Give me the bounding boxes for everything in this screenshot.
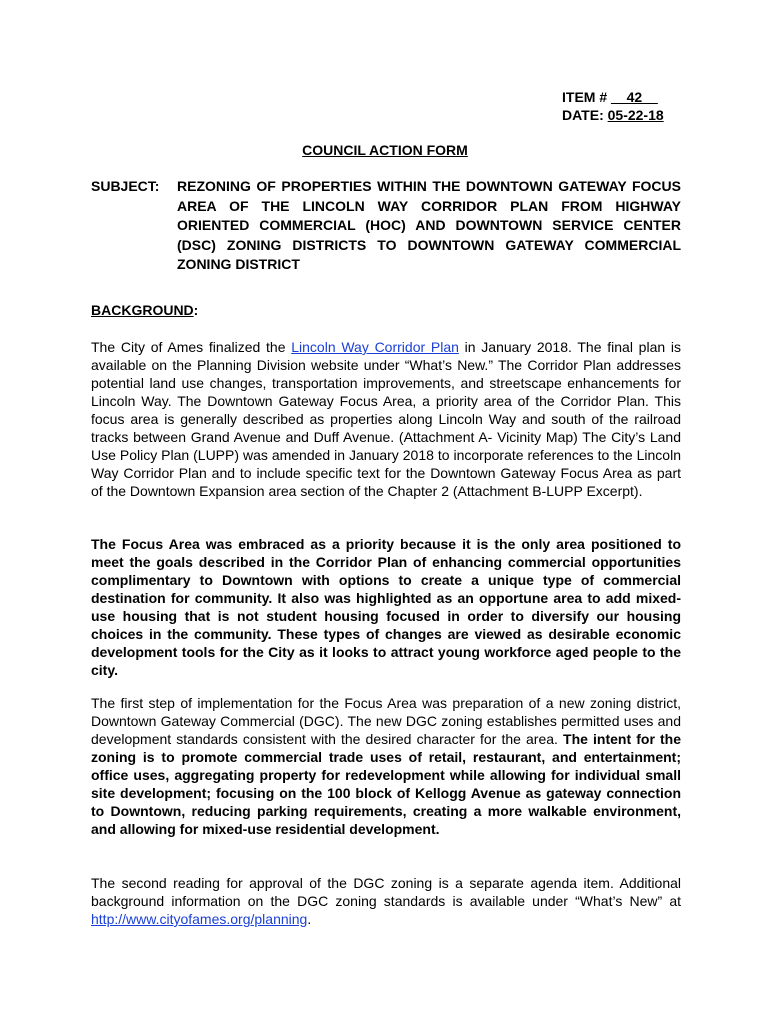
background-paragraph-3 bbox=[91, 694, 681, 838]
date-label: DATE: bbox=[562, 107, 608, 123]
item-date-block bbox=[562, 88, 664, 124]
p1-text-start: The City of Ames finalized the bbox=[91, 339, 292, 355]
background-paragraph-1 bbox=[91, 338, 681, 500]
subject-label: SUBJECT: bbox=[91, 178, 160, 194]
p3-text-normal: The first step of implementation for the Focus Area was preparation of a new zoning district, Downtown Gateway Commercial (DGC). The new DGC zoning establishes permitted uses and development standards consistent with the desired character for the area. bbox=[91, 695, 681, 747]
form-title: COUNCIL ACTION FORM bbox=[302, 142, 468, 158]
corridor-plan-link[interactable]: Lincoln Way Corridor Plan bbox=[291, 339, 459, 355]
p4-text-start: The second reading for approval of the DGC zoning is a separate agenda item. Additional background information on the DGC zoning standards is available under “What’s New” at bbox=[91, 875, 681, 909]
item-label: ITEM # bbox=[562, 89, 612, 105]
background-heading bbox=[91, 302, 198, 318]
background-paragraph-4 bbox=[91, 874, 681, 928]
background-paragraph-2: The Focus Area was embraced as a priority because it is the only area positioned to meet the goals described in the Corridor Plan of enhancing commercial opportunities complimentary to Downtown with options to create a unique type of commercial destination for community. It also was highlighted as an opportune area to add mixed-use housing that is not student housing focused in order to diversify our housing choices in the community. These types of changes are viewed as desirable economic development tools for the City as it looks to attract young workforce aged people to the city. bbox=[91, 536, 681, 678]
p1-text-end: in January 2018. The final plan is available on the Planning Division website under “What’s New.” The Corridor Plan addresses potential land use changes, transportation improvements, and streetscape enhancements for Lincoln Way. The Downtown Gateway Focus Area, a priority area of the Corridor Plan. This focus area is generally described as properties along Lincoln Way and south of the railroad tracks between Grand Avenue and Duff Avenue. (Attachment A- Vicinity Map) The City’s Land Use Policy Plan (LUPP) was amended in January 2018 to incorporate references to the Lincoln Way Corridor Plan and to include specific text for the Downtown Gateway Focus Area as part of the Downtown Expansion area section of the Chapter 2 (Attachment B-LUPP Excerpt). bbox=[91, 339, 681, 499]
item-number: __42__ bbox=[611, 89, 658, 105]
date-value: 05-22-18 bbox=[607, 107, 664, 123]
subject-text: REZONING OF PROPERTIES WITHIN THE DOWNTOWN GATEWAY FOCUS AREA OF THE LINCOLN WAY CORRIDOR PLAN FROM HIGHWAY ORIENTED COMMERCIAL (HOC) AND DOWNTOWN SERVICE CENTER (DSC) ZONING DISTRICTS TO DOWNTOWN GATEWAY COMMERCIAL ZONING DISTRICT bbox=[177, 178, 681, 272]
planning-website-link[interactable]: http://www.cityofames.org/planning bbox=[91, 911, 308, 927]
item-number-line bbox=[562, 88, 664, 106]
p3-text-bold: The intent for the zoning is to promote commercial trade uses of retail, restaurant, and entertainment; office uses, aggregating property for redevelopment while allowing for individual small site development; focusing on the 100 block of Kellogg Avenue as gateway connection to Downtown, reducing parking requirements, creating a more walkable environment, and allowing for mixed-use residential development. bbox=[91, 731, 682, 837]
p4-text-end: . bbox=[307, 911, 312, 927]
background-heading-text: BACKGROUND bbox=[91, 302, 194, 318]
date-line bbox=[562, 106, 664, 124]
background-heading-colon: : bbox=[193, 302, 199, 318]
subject-block bbox=[91, 177, 681, 275]
